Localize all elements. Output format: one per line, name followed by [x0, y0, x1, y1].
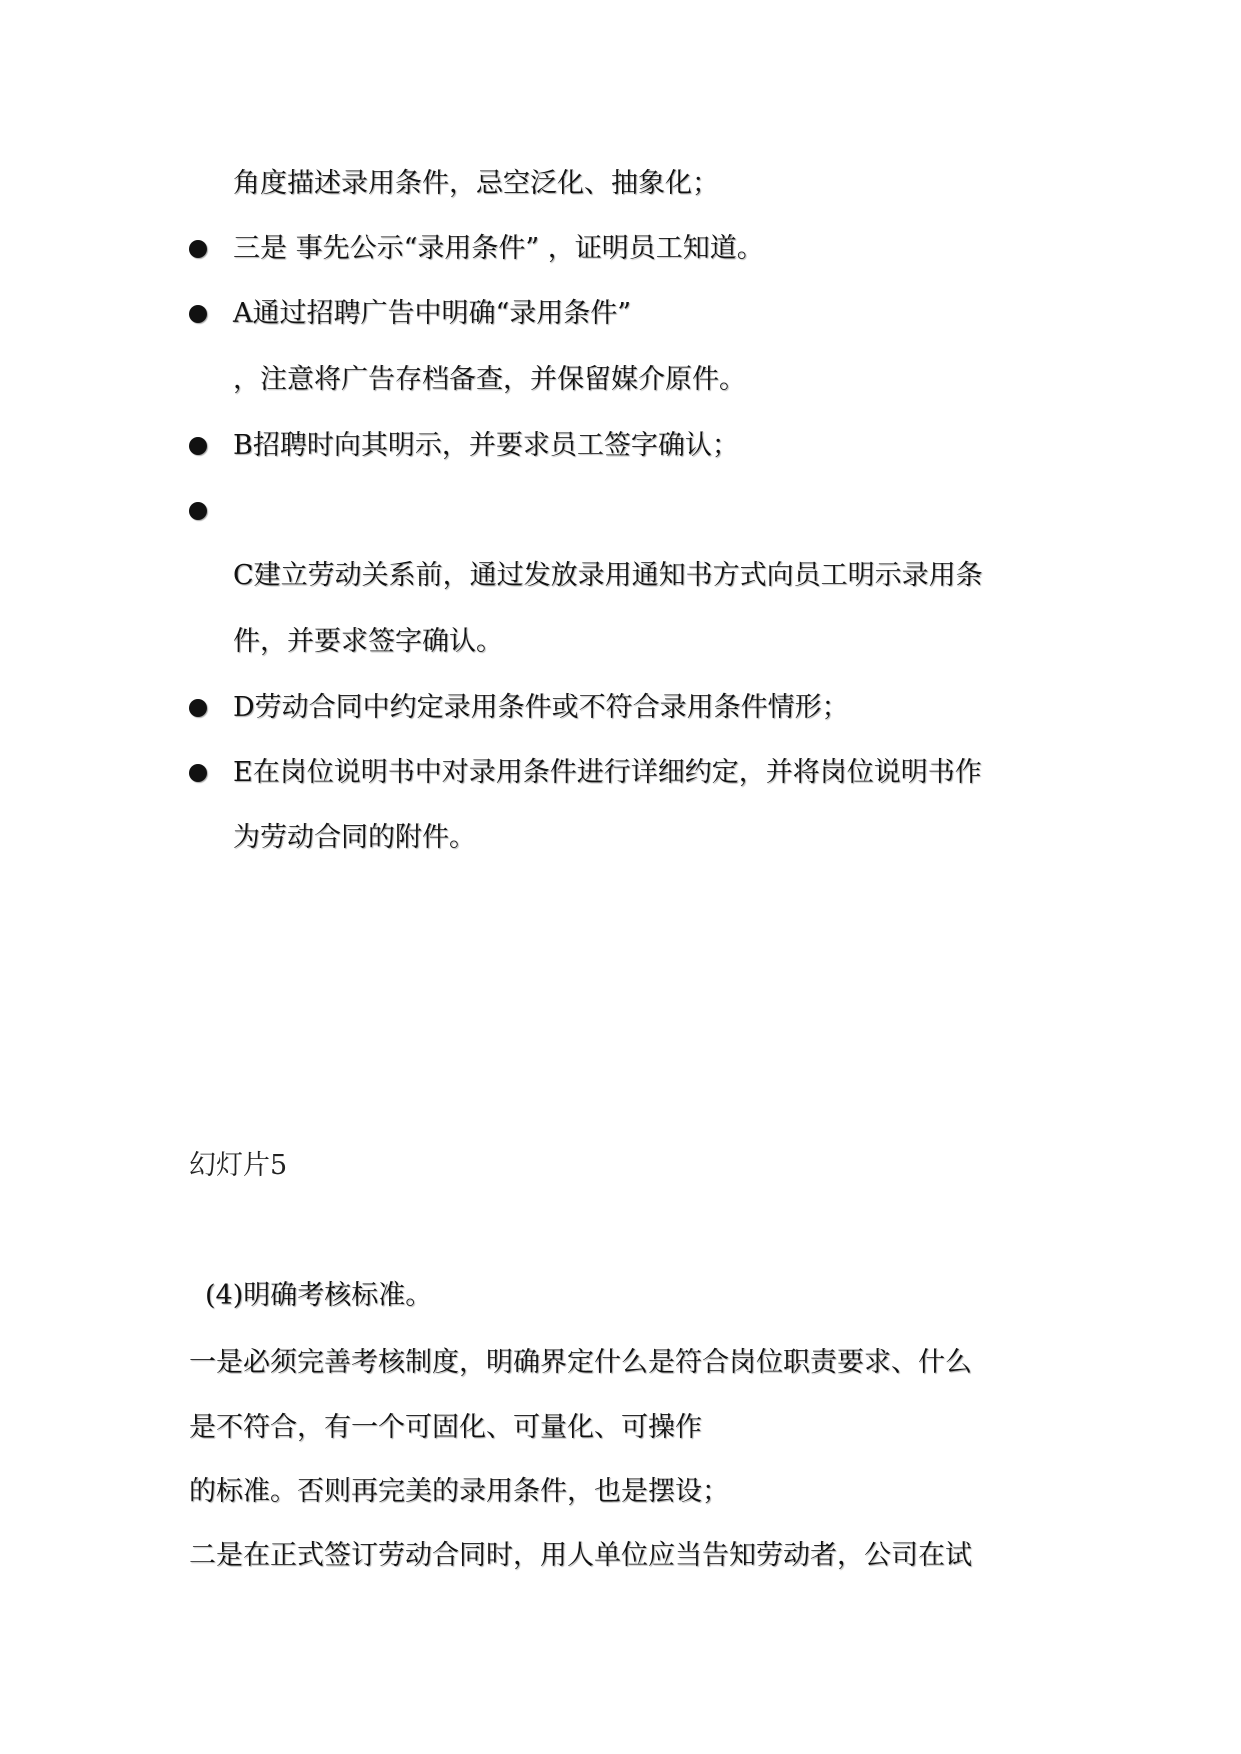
list-item-e-line1: E在岗位说明书中对录用条件进行详细约定，并将岗位说明书作 — [233, 757, 982, 788]
list-item-b: B招聘时向其明示，并要求员工签字确认； — [233, 430, 739, 461]
section-heading: (4)明确考核标准。 — [205, 1280, 433, 1311]
bullet-icon — [189, 699, 207, 717]
list-item-a-line2: ，注意将广告存档备查，并保留媒介原件。 — [233, 364, 746, 395]
bullet-icon — [189, 764, 207, 782]
list-item-c-line2: 件，并要求签字确认。 — [233, 626, 503, 657]
bullet-icon — [189, 502, 207, 520]
list-item-c-line1: C建立劳动关系前，通过发放录用通知书方式向员工明示录用条 — [233, 560, 983, 591]
list-item-3: 三是 事先公示“录用条件” ，证明员工知道。 — [233, 233, 764, 264]
bullet-icon — [189, 240, 207, 258]
bullet-icon — [189, 305, 207, 323]
paragraph-2-line1: 二是在正式签订劳动合同时，用人单位应当告知劳动者，公司在试 — [189, 1540, 972, 1571]
paragraph-1-line2: 是不符合，有一个可固化、可量化、可操作 — [189, 1412, 702, 1443]
paragraph-1-line3: 的标准。否则再完美的录用条件，也是摆设； — [189, 1476, 729, 1507]
list-continuation-line: 角度描述录用条件，忌空泛化、抽象化； — [233, 168, 719, 199]
list-item-d: D劳动合同中约定录用条件或不符合录用条件情形； — [233, 692, 849, 723]
slide-label: 幻灯片5 — [189, 1150, 288, 1181]
list-item-a-line1: A通过招聘广告中明确“录用条件” — [233, 298, 632, 329]
bullet-icon — [189, 437, 207, 455]
paragraph-1-line1: 一是必须完善考核制度，明确界定什么是符合岗位职责要求、什么 — [189, 1347, 972, 1378]
list-item-e-line2: 为劳动合同的附件。 — [233, 822, 476, 853]
